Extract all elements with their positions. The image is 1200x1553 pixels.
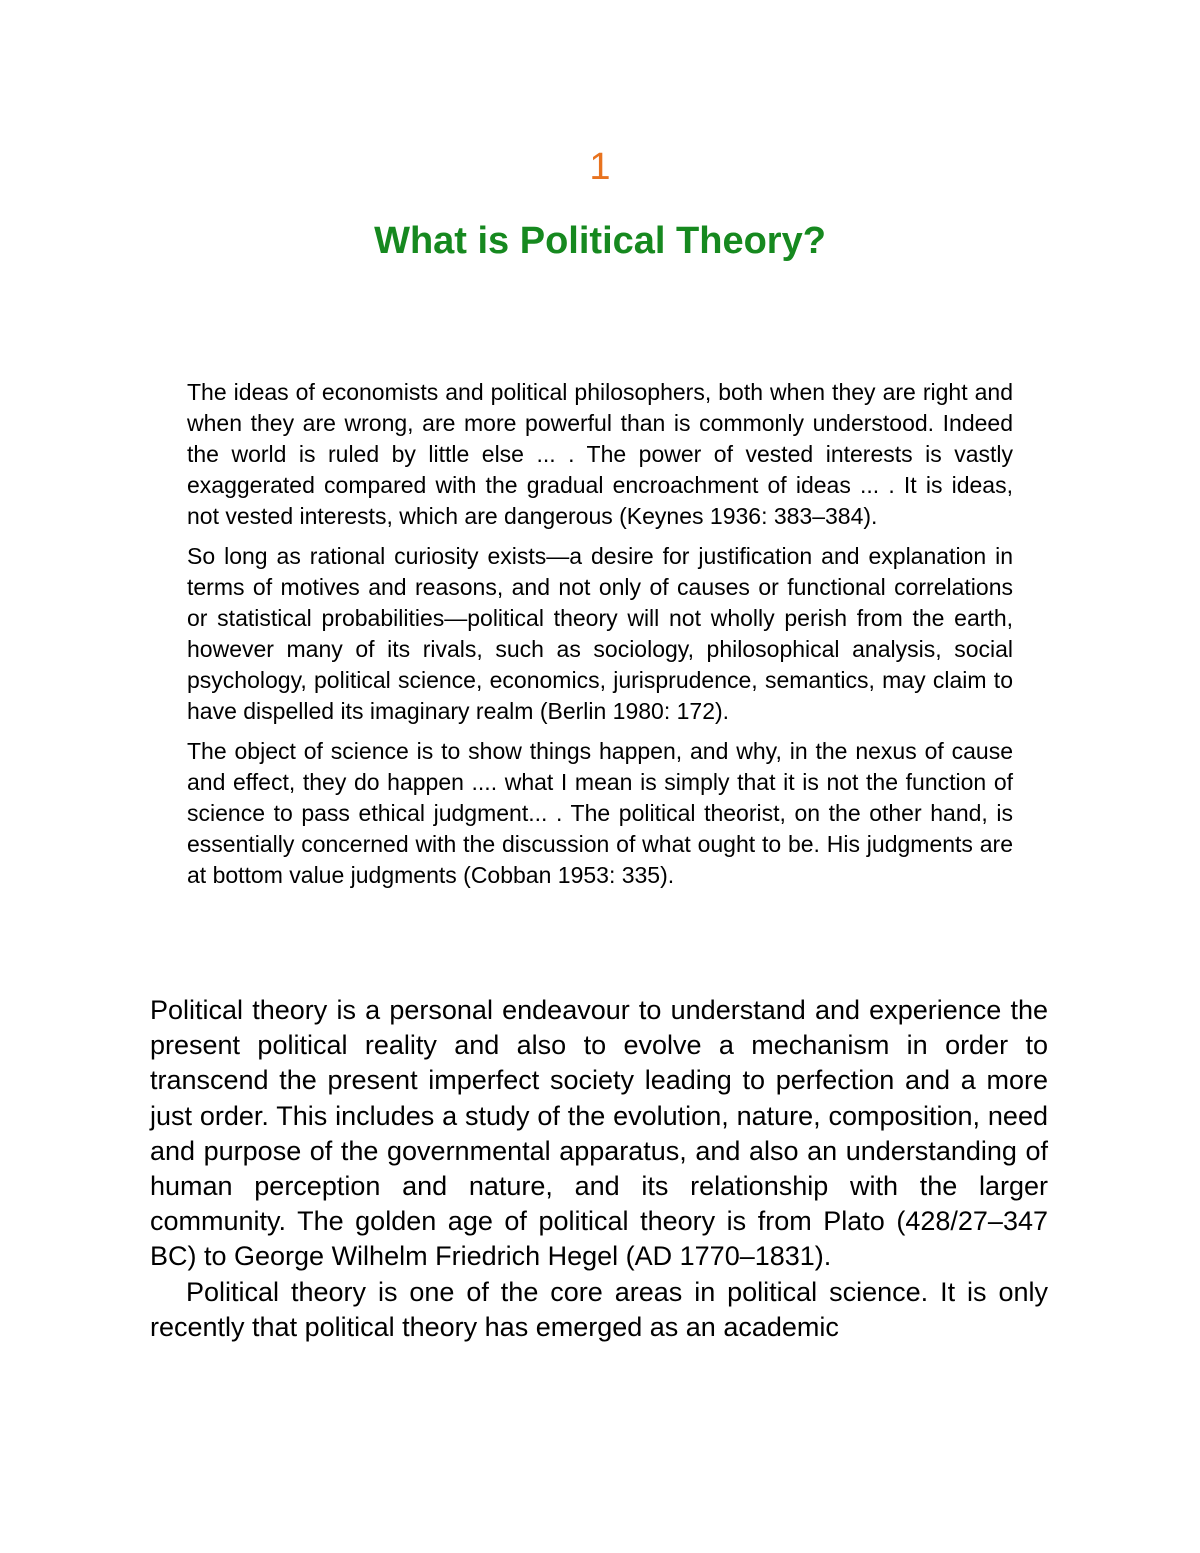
chapter-number: 1 bbox=[589, 146, 611, 188]
epigraph-cobban: The object of science is to show things happen, and why, in the nexus of cause and effect, they do happen .... what I mean is simply that it is not the function of science to pass ethical judgment... . The political theorist, on the other hand, is essentially concerned with the discussion of what ought to be. His judgments are at bottom value judgments (Cobban 1953: 335). bbox=[187, 738, 1013, 888]
epigraph-block bbox=[187, 377, 1013, 900]
chapter-title: What is Political Theory? bbox=[374, 220, 826, 262]
body-paragraph-1: Political theory is a personal endeavour to understand and experience the present political reality and also to evolve a mechanism in order to transcend the present imperfect society leading to perfection and a more just order. This includes a study of the evolution, nature, composition, need and purpose of the governmental apparatus, and also an understanding of human perception and nature, and its relationship with the larger community. The golden age of political theory is from Plato (428/27–347 BC) to George Wilhelm Friedrich Hegel (AD 1770–1831). bbox=[150, 995, 1048, 1272]
epigraph-berlin: So long as rational curiosity exists—a desire for justification and explanation in terms of motives and reasons, and not only of causes or functional correlations or statistical probabilities—political theory will not wholly perish from the earth, however many of its rivals, such as sociology, philosophical analysis, social psychology, political science, economics, jurisprudence, semantics, may claim to have dispelled its imaginary realm (Berlin 1980: 172). bbox=[187, 543, 1013, 724]
body-text bbox=[150, 993, 1048, 1345]
body-paragraph-2: Political theory is one of the core areas in political science. It is only recently that political theory has emerged as an academic bbox=[150, 1276, 1048, 1342]
epigraph-keynes: The ideas of economists and political philosophers, both when they are right and when they are wrong, are more powerful than is commonly understood. Indeed the world is ruled by little else ... . The power of vested interests is vastly exaggerated compared with the gradual encroachment of ideas ... . It is ideas, not vested interests, which are dangerous (Keynes 1936: 383–384). bbox=[187, 379, 1013, 529]
